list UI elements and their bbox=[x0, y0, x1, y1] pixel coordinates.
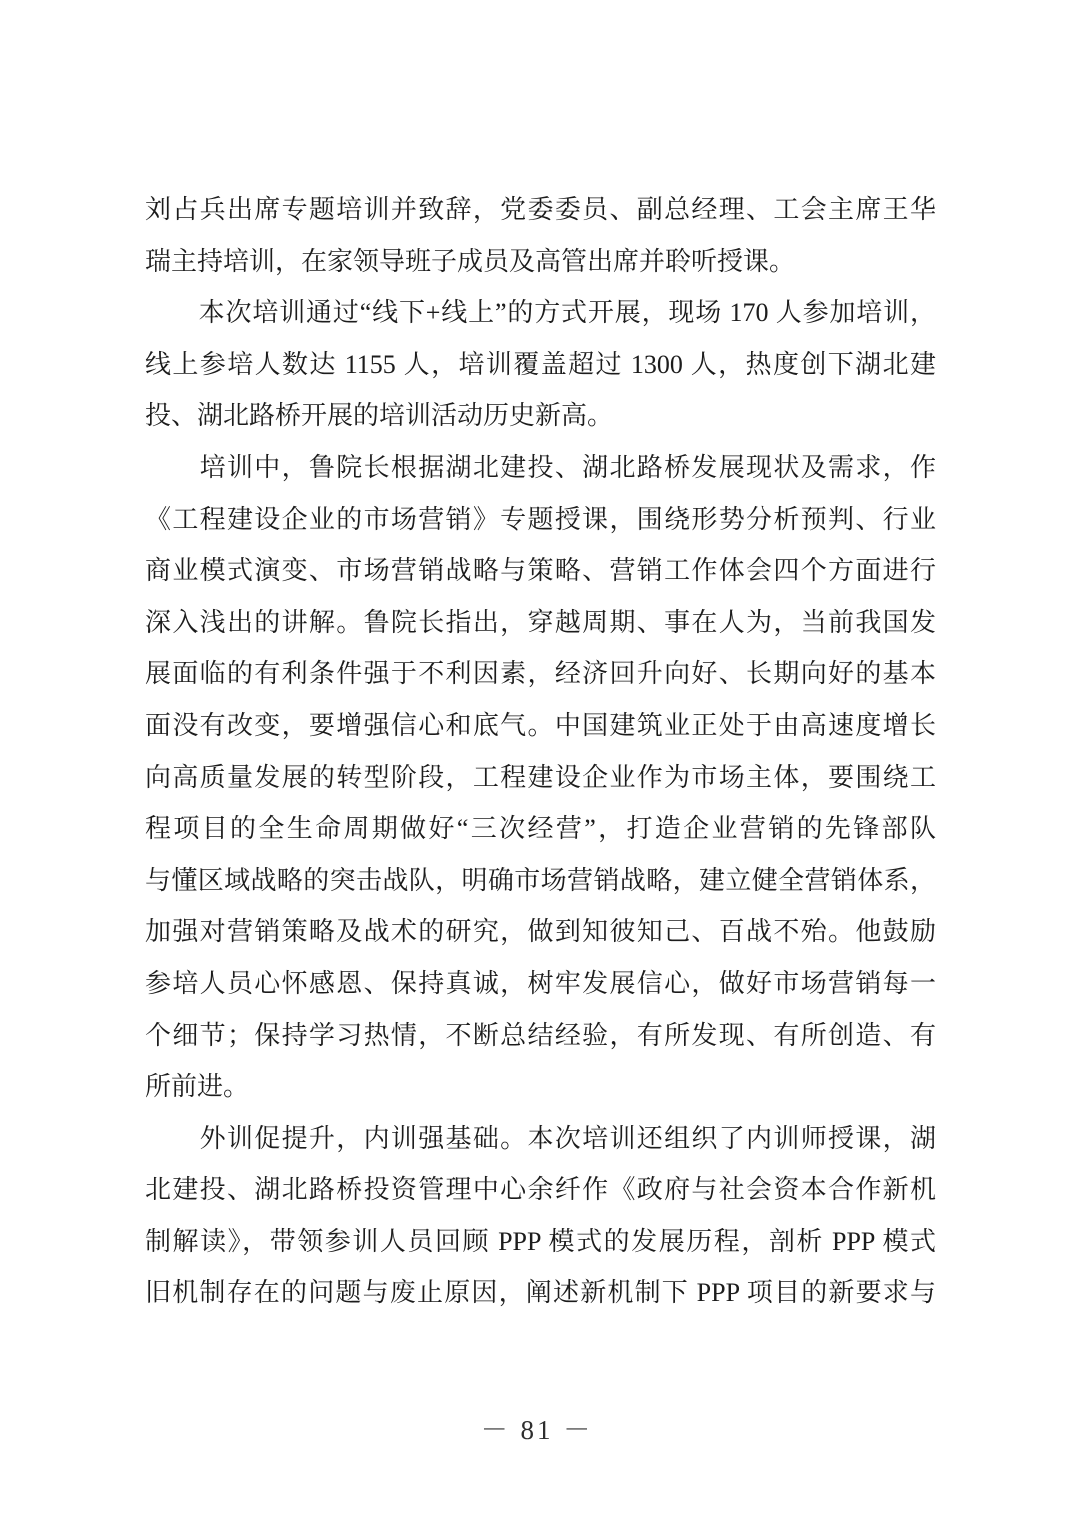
text-line: 线上参培人数达 1155 人，培训覆盖超过 1300 人，热度创下湖北建 bbox=[145, 349, 936, 379]
page-number: － 81 － bbox=[480, 1415, 594, 1445]
text-line: 外训促提升，内训强基础。本次培训还组织了内训师授课，湖 bbox=[145, 1123, 936, 1153]
text-line: 参培人员心怀感恩、保持真诚，树牢发展信心，做好市场营销每一 bbox=[145, 968, 936, 998]
text-line: 加强对营销策略及战术的研究，做到知彼知己、百战不殆。他鼓励 bbox=[145, 917, 936, 947]
text-line: 瑞主持培训，在家领导班子成员及高管出席并聆听授课。 bbox=[145, 246, 796, 276]
text-line: 旧机制存在的问题与废止原因，阐述新机制下 PPP 项目的新要求与 bbox=[145, 1278, 936, 1308]
text-line: 深入浅出的讲解。鲁院长指出，穿越周期、事在人为，当前我国发 bbox=[145, 607, 936, 637]
text-line: 面没有改变，要增强信心和底气。中国建筑业正处于由高速度增长 bbox=[145, 710, 936, 740]
text-line: 制解读》，带领参训人员回顾 PPP 模式的发展历程，剖析 PPP 模式 bbox=[145, 1226, 936, 1256]
text-line: 北建投、湖北路桥投资管理中心余纤作《政府与社会资本合作新机 bbox=[145, 1175, 936, 1205]
text-line: 与懂区域战略的突击战队，明确市场营销战略，建立健全营销体系， bbox=[145, 865, 936, 895]
text-line: 个细节；保持学习热情，不断总结经验，有所发现、有所创造、有 bbox=[145, 1020, 936, 1050]
document-body bbox=[145, 184, 936, 1319]
text-line: 所前进。 bbox=[145, 1072, 250, 1102]
text-line: 《工程建设企业的市场营销》专题授课，围绕形势分析预判、行业 bbox=[145, 504, 936, 534]
text-line: 本次培训通过“线下+线上”的方式开展，现场 170 人参加培训， bbox=[145, 298, 936, 328]
text-line: 程项目的全生命周期做好“三次经营”，打造企业营销的先锋部队 bbox=[145, 814, 936, 844]
text-line: 展面临的有利条件强于不利因素，经济回升向好、长期向好的基本 bbox=[145, 659, 936, 689]
text-line: 培训中，鲁院长根据湖北建投、湖北路桥发展现状及需求，作 bbox=[145, 452, 936, 482]
text-line: 商业模式演变、市场营销战略与策略、营销工作体会四个方面进行 bbox=[145, 556, 936, 586]
text-line: 向高质量发展的转型阶段，工程建设企业作为市场主体，要围绕工 bbox=[145, 762, 936, 792]
text-line: 投、湖北路桥开展的培训活动历史新高。 bbox=[145, 401, 614, 431]
text-line: 刘占兵出席专题培训并致辞，党委委员、副总经理、工会主席王华 bbox=[145, 195, 936, 224]
